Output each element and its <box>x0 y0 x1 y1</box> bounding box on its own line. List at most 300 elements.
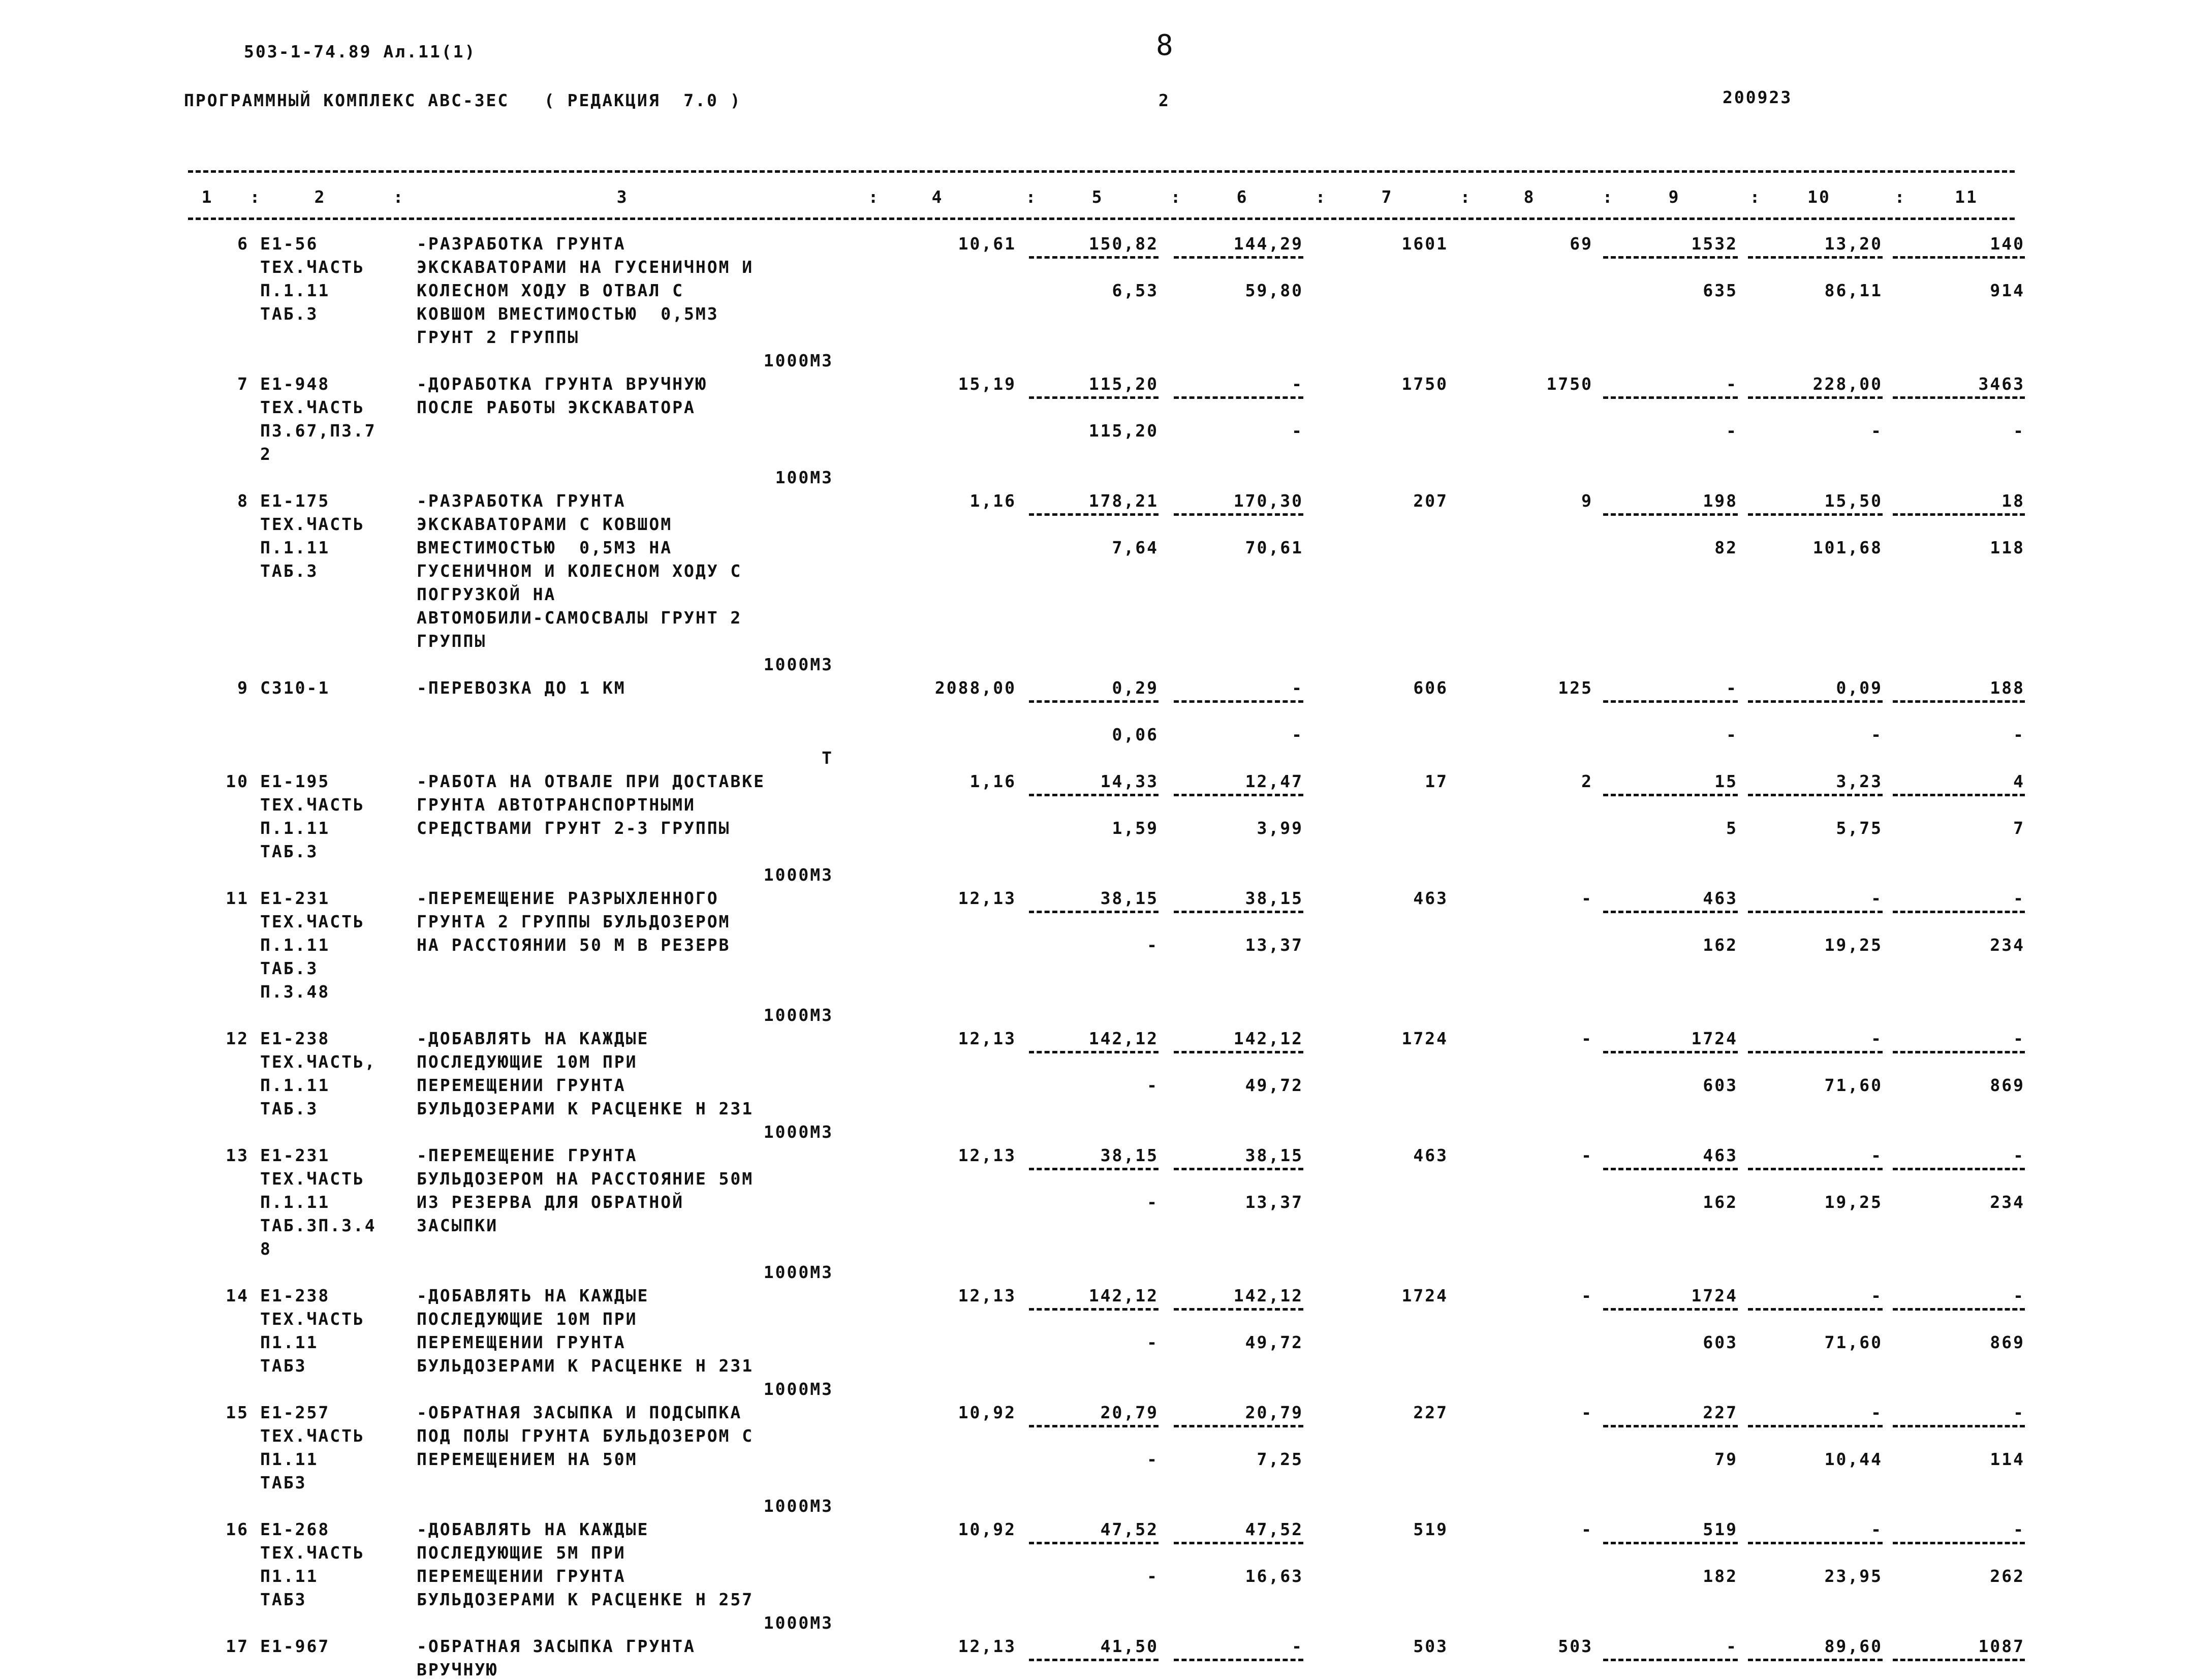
work-description: -ДОБАВЛЯТЬ НА КАЖДЫЕ <box>417 1029 649 1048</box>
col6-value: 144,29 <box>1233 234 1303 254</box>
norm-code: ТЕХ.ЧАСТЬ <box>260 912 365 931</box>
work-description: ПОСЛЕ РАБОТЫ ЭКСКАВАТОРА <box>417 397 696 417</box>
column-header-8: 8 <box>1523 187 1536 207</box>
col6-subvalue: 70,61 <box>1245 538 1303 557</box>
col9-subvalue: - <box>1726 725 1738 744</box>
work-description: ЭКСКАВАТОРАМИ НА ГУСЕНИЧНОМ И <box>417 257 754 277</box>
subtotal-separator <box>1029 256 1159 259</box>
subtotal-separator <box>1893 513 2025 516</box>
date-code: 200923 <box>1723 87 1793 107</box>
subtotal-separator <box>1174 1308 1303 1311</box>
subtotal-separator <box>1029 1425 1159 1427</box>
work-description: ИЗ РЕЗЕРВА ДЛЯ ОБРАТНОЙ <box>417 1192 684 1212</box>
work-description: НА РАССТОЯНИИ 50 М В РЕЗЕРВ <box>417 935 731 955</box>
subtotal-separator <box>1029 1051 1159 1053</box>
col9-subvalue: 603 <box>1703 1332 1738 1352</box>
quantity: 12,13 <box>958 1286 1016 1305</box>
subtotal-separator <box>1893 700 2025 703</box>
col7-value: 227 <box>1413 1403 1448 1422</box>
column-header-11: 11 <box>1955 187 1978 207</box>
subtotal-separator <box>1603 1168 1738 1170</box>
col9-subvalue: - <box>1726 421 1738 441</box>
norm-code: ТАБ.3 <box>260 561 319 581</box>
col9-subvalue: 79 <box>1714 1449 1738 1469</box>
col9-value: 463 <box>1703 888 1738 908</box>
col11-value: 188 <box>1990 678 2025 698</box>
col10-value: 3,23 <box>1836 771 1883 791</box>
subtotal-separator <box>1603 911 1738 913</box>
col5-subvalue: - <box>1147 1566 1159 1586</box>
row-number: 12 <box>226 1029 249 1048</box>
col5-subvalue: - <box>1147 1192 1159 1212</box>
norm-code: ТЕХ.ЧАСТЬ <box>260 1169 365 1189</box>
quantity: 10,92 <box>958 1403 1016 1422</box>
subtotal-separator <box>1174 1425 1303 1427</box>
work-description: ПОСЛЕДУЮЩИЕ 5М ПРИ <box>417 1543 626 1563</box>
col5-value: 0,29 <box>1112 678 1159 698</box>
col5-subvalue: 6,53 <box>1112 281 1159 300</box>
work-description: -ПЕРЕМЕЩЕНИЕ ГРУНТА <box>417 1145 638 1165</box>
column-separator: : <box>1025 187 1038 207</box>
subtotal-separator <box>1603 1308 1738 1311</box>
norm-code: 8 <box>260 1239 272 1259</box>
col10-subvalue: 10,44 <box>1824 1449 1883 1469</box>
unit-of-measure: 1000М3 <box>763 1496 833 1516</box>
col9-subvalue: 82 <box>1714 538 1738 557</box>
subtotal-separator <box>1603 794 1738 796</box>
col8-value: 9 <box>1581 491 1593 511</box>
norm-code: Е1-967 <box>260 1636 330 1656</box>
unit-of-measure: 1000М3 <box>763 351 833 370</box>
subtotal-separator <box>1029 794 1159 796</box>
row-number: 13 <box>226 1145 249 1165</box>
work-description: БУЛЬДОЗЕРАМИ К РАСЦЕНКЕ Н 231 <box>417 1099 754 1118</box>
sheet-number: 8 <box>1156 29 1173 62</box>
subtotal-separator <box>1893 396 2025 399</box>
subtotal-separator <box>1029 1308 1159 1311</box>
work-description: ПЕРЕМЕЩЕНИИ ГРУНТА <box>417 1332 626 1352</box>
page-number: 2 <box>1159 90 1170 110</box>
col11-value: 3463 <box>1978 374 2025 394</box>
col11-value: - <box>2013 888 2025 908</box>
col5-value: 47,52 <box>1100 1519 1159 1539</box>
quantity: 10,61 <box>958 234 1016 254</box>
norm-code: ТАБ.3 <box>260 958 319 978</box>
col10-value: - <box>1871 1145 1883 1165</box>
col6-value: 170,30 <box>1233 491 1303 511</box>
column-header-2: 2 <box>314 187 326 207</box>
work-description: ВРУЧНУЮ <box>417 1660 498 1679</box>
col8-value: 503 <box>1558 1636 1593 1656</box>
col9-value: 15 <box>1714 771 1738 791</box>
col5-subvalue: 7,64 <box>1112 538 1159 557</box>
col8-value: - <box>1581 1286 1593 1305</box>
work-description: -РАЗРАБОТКА ГРУНТА <box>417 234 626 254</box>
row-number: 9 <box>237 678 249 698</box>
col11-subvalue: 7 <box>2013 818 2025 838</box>
column-separator: : <box>249 187 262 207</box>
norm-code: Е1-238 <box>260 1286 330 1305</box>
unit-of-measure: 1000М3 <box>763 865 833 885</box>
quantity: 12,13 <box>958 1029 1016 1048</box>
col11-subvalue: 234 <box>1990 1192 2025 1212</box>
col5-subvalue: - <box>1147 1332 1159 1352</box>
col7-value: 1750 <box>1401 374 1448 394</box>
work-description: КОВШОМ ВМЕСТИМОСТЬЮ 0,5М3 <box>417 304 719 324</box>
norm-code: Е1-175 <box>260 491 330 511</box>
col10-value: - <box>1871 1286 1883 1305</box>
col11-value: - <box>2013 1286 2025 1305</box>
work-description: КОЛЕСНОМ ХОДУ В ОТВАЛ С <box>417 281 684 300</box>
col5-value: 150,82 <box>1088 234 1159 254</box>
col11-subvalue: 262 <box>1990 1566 2025 1586</box>
work-description: ГРУНТА АВТОТРАНСПОРТНЫМИ <box>417 795 696 815</box>
col7-value: 207 <box>1413 491 1448 511</box>
col8-value: - <box>1581 1519 1593 1539</box>
quantity: 10,92 <box>958 1519 1016 1539</box>
col11-value: - <box>2013 1403 2025 1422</box>
subtotal-separator <box>1748 1542 1883 1544</box>
column-separator: : <box>393 187 405 207</box>
subtotal-separator <box>1029 700 1159 703</box>
subtotal-separator <box>1893 794 2025 796</box>
norm-code: П.3.48 <box>260 982 330 1002</box>
norm-code: Е1-238 <box>260 1029 330 1048</box>
quantity: 15,19 <box>958 374 1016 394</box>
col8-value: - <box>1581 1403 1593 1422</box>
subtotal-separator <box>1174 1659 1303 1661</box>
col8-value: - <box>1581 1029 1593 1048</box>
work-description: ПОСЛЕДУЮЩИЕ 10М ПРИ <box>417 1052 638 1072</box>
col10-value: - <box>1871 1029 1883 1048</box>
subtotal-separator <box>1748 794 1883 796</box>
col6-subvalue: 13,37 <box>1245 1192 1303 1212</box>
column-separator: : <box>1894 187 1906 207</box>
col9-value: - <box>1726 678 1738 698</box>
work-description: -РАЗРАБОТКА ГРУНТА <box>417 491 626 511</box>
subtotal-separator <box>1893 1051 2025 1053</box>
work-description: ЭКСКАВАТОРАМИ С КОВШОМ <box>417 514 673 534</box>
subtotal-separator <box>1893 1308 2025 1311</box>
subtotal-separator <box>1748 513 1883 516</box>
col5-value: 142,12 <box>1088 1029 1159 1048</box>
subtotal-separator <box>1603 1542 1738 1544</box>
col8-value: 1750 <box>1546 374 1593 394</box>
col8-value: 69 <box>1570 234 1593 254</box>
subtotal-separator <box>1174 513 1303 516</box>
column-separator: : <box>1602 187 1614 207</box>
subtotal-separator <box>1174 794 1303 796</box>
col7-value: 606 <box>1413 678 1448 698</box>
col6-value: 142,12 <box>1233 1286 1303 1305</box>
row-number: 14 <box>226 1286 249 1305</box>
subtotal-separator <box>1748 700 1883 703</box>
subtotal-separator <box>1893 256 2025 259</box>
row-number: 16 <box>226 1519 249 1539</box>
col10-subvalue: - <box>1871 725 1883 744</box>
column-header-5: 5 <box>1091 187 1104 207</box>
work-description: -РАБОТА НА ОТВАЛЕ ПРИ ДОСТАВКЕ <box>417 771 766 791</box>
norm-code: Е1-948 <box>260 374 330 394</box>
work-description: ПОГРУЗКОЙ НА <box>417 584 556 604</box>
col6-value: - <box>1292 678 1303 698</box>
subtotal-separator <box>1029 911 1159 913</box>
work-description: ПЕРЕМЕЩЕНИИ ГРУНТА <box>417 1075 626 1095</box>
col7-value: 1724 <box>1401 1286 1448 1305</box>
work-description: АВТОМОБИЛИ-САМОСВАЛЫ ГРУНТ 2 <box>417 608 742 628</box>
norm-code: П3.67,П3.7 <box>260 421 377 441</box>
work-description: -ПЕРЕВОЗКА ДО 1 КМ <box>417 678 626 698</box>
col11-value: 4 <box>2013 771 2025 791</box>
quantity: 12,13 <box>958 1636 1016 1656</box>
col6-subvalue: 49,72 <box>1245 1332 1303 1352</box>
norm-code: Е1-257 <box>260 1403 330 1422</box>
col10-subvalue: - <box>1871 421 1883 441</box>
col5-subvalue: 0,06 <box>1112 725 1159 744</box>
unit-of-measure: 1000М3 <box>763 1122 833 1142</box>
work-description: -ДОБАВЛЯТЬ НА КАЖДЫЕ <box>417 1286 649 1305</box>
unit-of-measure: 1000М3 <box>763 1379 833 1399</box>
quantity: 1,16 <box>969 491 1016 511</box>
col9-value: 227 <box>1703 1403 1738 1422</box>
work-description: -ДОБАВЛЯТЬ НА КАЖДЫЕ <box>417 1519 649 1539</box>
col5-value: 14,33 <box>1100 771 1159 791</box>
norm-code: ТАБ.3П.3.4 <box>260 1216 377 1235</box>
subtotal-separator <box>1174 256 1303 259</box>
norm-code: П1.11 <box>260 1332 319 1352</box>
work-description: ГРУППЫ <box>417 631 487 651</box>
col11-subvalue: 914 <box>1990 281 2025 300</box>
work-description: ПЕРЕМЕЩЕНИИ ГРУНТА <box>417 1566 626 1586</box>
subtotal-separator <box>1603 513 1738 516</box>
subtotal-separator <box>1748 1425 1883 1427</box>
norm-code: Е1-195 <box>260 771 330 791</box>
document-code: 503-1-74.89 Ал.11(1) <box>244 42 477 61</box>
norm-code: ТАБ3 <box>260 1590 307 1609</box>
subtotal-separator <box>1174 1168 1303 1170</box>
norm-code: ТЕХ.ЧАСТЬ <box>260 397 365 417</box>
norm-code: Е1-268 <box>260 1519 330 1539</box>
work-description: -ОБРАТНАЯ ЗАСЫПКА И ПОДСЫПКА <box>417 1403 742 1422</box>
col10-subvalue: 19,25 <box>1824 935 1883 955</box>
col5-value: 115,20 <box>1088 374 1159 394</box>
col10-value: 15,50 <box>1824 491 1883 511</box>
col11-subvalue: 114 <box>1990 1449 2025 1469</box>
column-header-3: 3 <box>616 187 629 207</box>
subtotal-separator <box>1029 513 1159 516</box>
col9-value: 1724 <box>1691 1286 1738 1305</box>
col7-value: 1724 <box>1401 1029 1448 1048</box>
col8-value: 2 <box>1581 771 1593 791</box>
subtotal-separator <box>1748 256 1883 259</box>
norm-code: П.1.11 <box>260 818 330 838</box>
row-number: 11 <box>226 888 249 908</box>
quantity: 1,16 <box>969 771 1016 791</box>
subtotal-separator <box>1748 1308 1883 1311</box>
norm-code: П.1.11 <box>260 538 330 557</box>
col11-subvalue: 234 <box>1990 935 2025 955</box>
unit-of-measure: 1000М3 <box>763 655 833 674</box>
col5-subvalue: - <box>1147 1075 1159 1095</box>
norm-code: ТЕХ.ЧАСТЬ <box>260 1426 365 1446</box>
col10-subvalue: 101,68 <box>1812 538 1883 557</box>
work-description: ГРУНТА 2 ГРУППЫ БУЛЬДОЗЕРОМ <box>417 912 731 931</box>
work-description: БУЛЬДОЗЕРОМ НА РАССТОЯНИЕ 50М <box>417 1169 754 1189</box>
norm-code: П.1.11 <box>260 935 330 955</box>
subtotal-separator <box>1174 396 1303 399</box>
program-title: ПРОГРАММНЫЙ КОМПЛЕКС АВС-3ЕС ( РЕДАКЦИЯ 7.0 ) <box>184 90 742 110</box>
col11-value: 1087 <box>1978 1636 2025 1656</box>
subtotal-separator <box>1174 700 1303 703</box>
subtotal-separator <box>1029 396 1159 399</box>
col10-subvalue: 86,11 <box>1824 281 1883 300</box>
col10-value: - <box>1871 1403 1883 1422</box>
subtotal-separator <box>1748 1168 1883 1170</box>
col9-value: - <box>1726 1636 1738 1656</box>
norm-code: 2 <box>260 444 272 464</box>
col10-value: 89,60 <box>1824 1636 1883 1656</box>
col5-value: 38,15 <box>1100 888 1159 908</box>
col9-subvalue: 635 <box>1703 281 1738 300</box>
norm-code: П.1.11 <box>260 1192 330 1212</box>
row-number: 10 <box>226 771 249 791</box>
work-description: БУЛЬДОЗЕРАМИ К РАСЦЕНКЕ Н 231 <box>417 1356 754 1376</box>
unit-of-measure: 1000М3 <box>763 1005 833 1025</box>
norm-code: ТЕХ.ЧАСТЬ, <box>260 1052 377 1072</box>
subtotal-separator <box>1748 911 1883 913</box>
row-number: 8 <box>237 491 249 511</box>
norm-code: ТЕХ.ЧАСТЬ <box>260 514 365 534</box>
norm-code: П1.11 <box>260 1566 319 1586</box>
col9-value: 1532 <box>1691 234 1738 254</box>
col11-subvalue: - <box>2013 725 2025 744</box>
col9-value: 1724 <box>1691 1029 1738 1048</box>
subtotal-separator <box>1893 911 2025 913</box>
subtotal-separator <box>1603 1659 1738 1661</box>
col10-subvalue: 23,95 <box>1824 1566 1883 1586</box>
quantity: 2088,00 <box>934 678 1016 698</box>
col11-subvalue: 869 <box>1990 1075 2025 1095</box>
col10-value: 13,20 <box>1824 234 1883 254</box>
work-description: ПЕРЕМЕЩЕНИЕМ НА 50М <box>417 1449 638 1469</box>
col5-subvalue: 1,59 <box>1112 818 1159 838</box>
col7-value: 17 <box>1425 771 1448 791</box>
column-separator: : <box>1460 187 1472 207</box>
norm-code: ТЕХ.ЧАСТЬ <box>260 795 365 815</box>
column-header-4: 4 <box>931 187 944 207</box>
col10-value: 228,00 <box>1812 374 1883 394</box>
work-description: ЗАСЫПКИ <box>417 1216 498 1235</box>
row-number: 7 <box>237 374 249 394</box>
subtotal-separator <box>1174 911 1303 913</box>
norm-code: Е1-231 <box>260 1145 330 1165</box>
norm-code: ТЕХ.ЧАСТЬ <box>260 1309 365 1329</box>
subtotal-separator <box>1174 1542 1303 1544</box>
col7-value: 463 <box>1413 888 1448 908</box>
col10-value: - <box>1871 1519 1883 1539</box>
col6-subvalue: 13,37 <box>1245 935 1303 955</box>
norm-code: Е1-231 <box>260 888 330 908</box>
work-description: ПОД ПОЛЫ ГРУНТА БУЛЬДОЗЕРОМ С <box>417 1426 754 1446</box>
subtotal-separator <box>1174 1051 1303 1053</box>
unit-of-measure: Т <box>822 748 833 768</box>
col6-subvalue: 49,72 <box>1245 1075 1303 1095</box>
col5-subvalue: - <box>1147 1449 1159 1469</box>
column-header-6: 6 <box>1236 187 1248 207</box>
col6-value: 47,52 <box>1245 1519 1303 1539</box>
col5-value: 20,79 <box>1100 1403 1159 1422</box>
subtotal-separator <box>1029 1168 1159 1170</box>
work-description: ГРУНТ 2 ГРУППЫ <box>417 327 580 347</box>
subtotal-separator <box>1893 1542 2025 1544</box>
col10-subvalue: 71,60 <box>1824 1332 1883 1352</box>
unit-of-measure: 1000М3 <box>763 1613 833 1633</box>
unit-of-measure: 1000М3 <box>763 1262 833 1282</box>
norm-code: Е1-56 <box>260 234 319 254</box>
norm-code: ТАБ.3 <box>260 842 319 861</box>
norm-code: ТАБ3 <box>260 1473 307 1492</box>
subtotal-separator <box>1748 1659 1883 1661</box>
col9-subvalue: 5 <box>1726 818 1738 838</box>
column-separator: : <box>1315 187 1327 207</box>
col8-value: - <box>1581 888 1593 908</box>
subtotal-separator <box>1893 1659 2025 1661</box>
table-top-rule <box>188 170 2015 173</box>
col5-value: 41,50 <box>1100 1636 1159 1656</box>
row-number: 17 <box>226 1636 249 1656</box>
row-number: 15 <box>226 1403 249 1422</box>
subtotal-separator <box>1029 1542 1159 1544</box>
col9-value: 463 <box>1703 1145 1738 1165</box>
col6-subvalue: 16,63 <box>1245 1566 1303 1586</box>
work-description: ВМЕСТИМОСТЬЮ 0,5М3 НА <box>417 538 673 557</box>
col9-value: - <box>1726 374 1738 394</box>
col6-subvalue: - <box>1292 421 1303 441</box>
col5-subvalue: - <box>1147 935 1159 955</box>
quantity: 12,13 <box>958 1145 1016 1165</box>
norm-code: ТАБ3 <box>260 1356 307 1376</box>
norm-code: ТЕХ.ЧАСТЬ <box>260 257 365 277</box>
norm-code: П1.11 <box>260 1449 319 1469</box>
work-description: СРЕДСТВАМИ ГРУНТ 2-3 ГРУППЫ <box>417 818 731 838</box>
subtotal-separator <box>1029 1659 1159 1661</box>
quantity: 12,13 <box>958 888 1016 908</box>
col9-subvalue: 162 <box>1703 1192 1738 1212</box>
col11-value: - <box>2013 1029 2025 1048</box>
work-description: -ОБРАТНАЯ ЗАСЫПКА ГРУНТА <box>417 1636 696 1656</box>
col6-subvalue: 59,80 <box>1245 281 1303 300</box>
col6-subvalue: 3,99 <box>1257 818 1303 838</box>
norm-code: С310-1 <box>260 678 330 698</box>
col10-subvalue: 71,60 <box>1824 1075 1883 1095</box>
col6-value: 12,47 <box>1245 771 1303 791</box>
col6-value: 142,12 <box>1233 1029 1303 1048</box>
col9-value: 198 <box>1703 491 1738 511</box>
col6-value: - <box>1292 374 1303 394</box>
col7-value: 463 <box>1413 1145 1448 1165</box>
col9-subvalue: 182 <box>1703 1566 1738 1586</box>
col11-subvalue: 869 <box>1990 1332 2025 1352</box>
column-separator: : <box>1749 187 1762 207</box>
subtotal-separator <box>1893 1168 2025 1170</box>
col5-value: 142,12 <box>1088 1286 1159 1305</box>
subtotal-separator <box>1748 1051 1883 1053</box>
subtotal-separator <box>1603 700 1738 703</box>
norm-code: П.1.11 <box>260 1075 330 1095</box>
column-header-7: 7 <box>1381 187 1393 207</box>
work-description: БУЛЬДОЗЕРАМИ К РАСЦЕНКЕ Н 257 <box>417 1590 754 1609</box>
col11-value: 140 <box>1990 234 2025 254</box>
